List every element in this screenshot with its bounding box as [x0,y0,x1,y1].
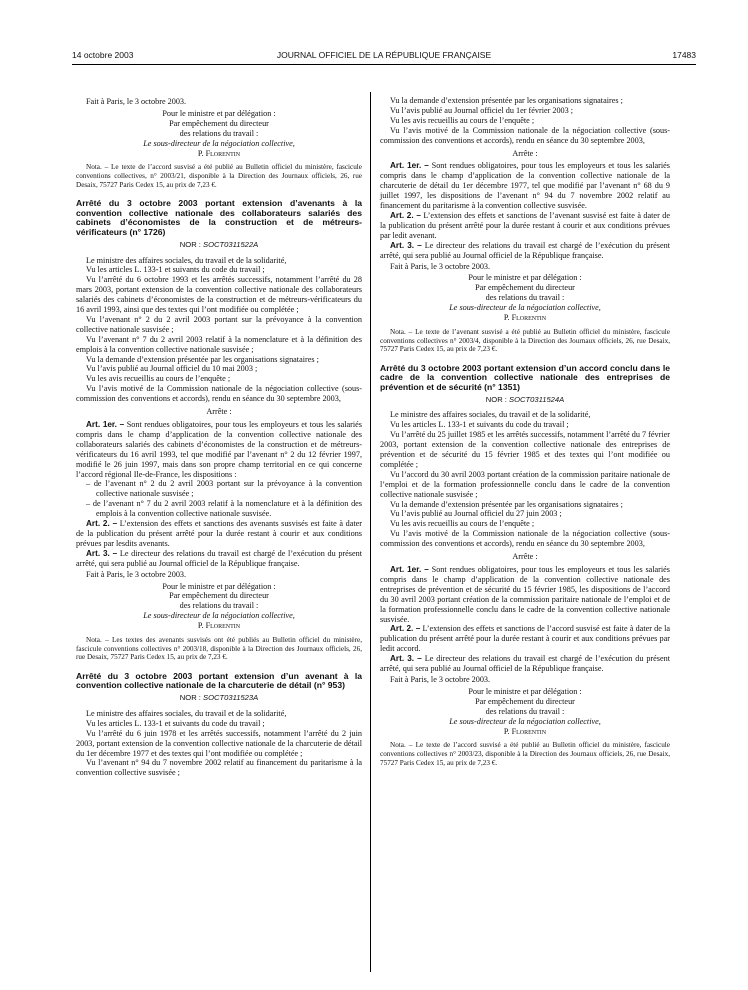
paragraph: Vu les articles L. 133-1 et suivants du code du travail ; [86,265,265,275]
nor-reference [380,395,670,405]
article-text: Sont rendues obligatoires, pour tous les employeurs et tous les salariés compris dans le champ d’application de la convention collective nationale des entreprises de prévention et de sécurité du 15 février 1985, les dispositions de l’accord du 30 avril 2003 portant création de la commission paritaire nationale de l’emploi et de la formation professionnelle conclu dans le cadre de la convention collective nationale susvisée. [380,565,670,624]
article-text: L’extension des effets et sanctions des avenants susvisés est faite à dater de la publication du présent arrêté pour la durée restant à courir et aux conditions prévues par lesdits avenants. [76,519,362,548]
paragraph: Vu l’arrêté du 25 juillet 1985 et les arrêtés successifs, notamment l’arrêté du 7 février 2003, portant extension de la convention collective nationale des entreprises de prévention et de sécurité du 15 février 1985 et des textes qui l’ont modifiée ou complétée ; [380,430,670,469]
arrete-heading: Arrête : [512,552,538,562]
header-journal-title: JOURNAL OFFICIEL DE LA RÉPUBLIQUE FRANÇAISE [276,50,492,60]
right-column [380,96,670,767]
signature-line: Par empêchement du directeur [475,283,575,293]
arrete-heading: Arrête : [512,148,538,158]
paragraph: Vu l’avis motivé de la Commission nationale de la négociation collective (sous-commission des conventions et accords), rendu en séance du 30 septembre 2003, [380,125,670,145]
signer-title: Le sous-directeur de la négociation collective, [143,611,295,621]
nota: Nota. – Le texte de l’accord susvisé a été publié au Bulletin officiel du ministère, fascicule conventions collectives n° 2003/23, disponible à la Direction des Journaux officiels, 26, rue Desaix, 75727 Paris Cedex 15, au prix de 7,23 €. [380,741,670,767]
article [76,519,362,549]
article [380,565,670,624]
paragraph: Vu les articles L. 133-1 et suivants du code du travail ; [390,420,569,430]
article-label: Art. 3. – [390,240,422,250]
paragraph: Vu l’arrêté du 6 octobre 1993 et les arrêtés successifs, notamment l’arrêté du 28 mars 2003, portant extension de la convention collective nationale des collaborateurs salariés des cabinets d’économistes de la construction et de métreurs-vérificateurs du 16 avril 1993, ainsi que des textes qui l’ont modifiée ou complétée ; [76,275,362,315]
fait-line: Fait à Paris, le 3 octobre 2003. [390,674,491,684]
paragraph: Vu les articles L. 133-1 et suivants du code du travail ; [86,718,265,728]
nota: Nota. – Le texte de l’avenant susvisé a été publié au Bulletin officiel du ministère, fascicule conventions collectives n° 2003/4, disponible à la Direction des Journaux officiels, 26, rue Desaix, 75727 Paris Cedex 15, au prix de 7,23 €. [380,327,670,354]
nota: Nota. – Le texte de l’accord susvisé a été publié au Bulletin officiel du ministère, fascicule conventions collectives, n° 2003/21, disponible à la Direction des Journaux officiels, 26, rue Desaix, 75727 Paris Cedex 15, au prix de 7,23 €. [76,163,362,189]
paragraph: Le ministre des affaires sociales, du travail et de la solidarité, [86,255,287,265]
paragraph: Vu l’avis publié au Journal officiel du 27 juin 2003 ; [390,509,562,519]
paragraph: Vu la demande d’extension présentée par les organisations signataires ; [390,96,623,105]
signer-title: Le sous-directeur de la négociation collective, [143,138,295,148]
signature-block [380,687,670,737]
signer-title: Le sous-directeur de la négociation collective, [449,716,601,726]
paragraph: Le ministre des affaires sociales, du travail et de la solidarité, [86,708,287,718]
nor-code: SOCT0311522A [203,239,259,249]
nor-code: SOCT0311524A [509,394,565,404]
header-page-number: 17483 [672,50,696,60]
signature-line: Par empêchement du directeur [475,696,575,706]
article-text: Sont rendues obligatoires, pour tous les employeurs et tous les salariés compris dans le champ d’application de la convention collective nationale des collaborateurs salariés des cabinets d’économistes de la construction et de métreurs-vérificateurs du 16 avril 1993, tel que modifié par l’avenant n° 2 du 12 février 1997, modifié le 26 juin 1997, mais dans son propre champ territorial en ce qui concerne l’accord régional Ile-de-France, les dispositions : [76,420,362,479]
signature-line: des relations du travail : [485,293,565,303]
article [380,241,670,261]
fait-line: Fait à Paris, le 3 octobre 2003. [86,569,187,579]
paragraph: Vu les avis recueillis au cours de l’enquête ; [390,115,535,125]
signer-name: P. Florentin [503,726,547,736]
article-text: L’extension des effets et sanctions de l’avenant susvisé est faite à dater de la publication du présent arrêté pour la durée restant à courir et aux conditions prévues par ledit avenant. [380,210,670,240]
paragraph: Vu la demande d’extension présentée par les organisations signataires ; [86,354,319,364]
signature-line: des relations du travail : [179,128,259,138]
paragraph: Vu l’arrêté du 6 juin 1978 et les arrêtés successifs, notamment l’arrêté du 2 juin 2003, portant extension de la convention collective nationale de la charcuterie de détail du 1er décembre 1977 et des textes qui l’ont modifiée ou complétée ; [76,728,362,758]
signature-line: Par empêchement du directeur [169,591,269,601]
paragraph: Vu les avis recueillis au cours de l’enquête ; [86,374,231,384]
nor-label: NOR : [179,693,201,702]
paragraph: Vu l’accord du 30 avril 2003 portant création de la commission paritaire nationale de l’emploi et de la formation professionnelle conclu dans le cadre de la convention collective nationale susvisée ; [380,469,670,499]
article-text: Le directeur des relations du travail est chargé de l’exécution du présent arrêté, qui sera publié au Journal officiel de la République française. [380,654,670,674]
signature-line: Pour le ministre et par délégation : [162,581,276,591]
signature-line: Pour le ministre et par délégation : [162,108,276,118]
article-label: Art. 2. – [390,624,421,634]
signature-block [76,582,362,632]
paragraph: Vu l’avenant n° 2 du 2 avril 2003 portant sur la prévoyance à la convention collective nationale susvisée ; [76,314,362,334]
signature-line: des relations du travail : [179,601,259,611]
signature-line: Par empêchement du directeur [169,118,269,128]
article-text: Sont rendues obligatoires, pour tous les employeurs et tous les salariés compris dans le champ d’application de la convention collective nationale de la charcuterie de détail du 1er décembre 1977, tel que modifié par l’avenant n° 68 du 9 juillet 1997, les dispositions de l’avenant n° 94 du 7 novembre 2002 relatif au financement du paritarisme à la convention collective susvisée. [380,161,670,211]
nor-reference [76,240,362,250]
paragraph: Vu les avis recueillis au cours de l’enquête ; [390,519,535,529]
paragraph: Vu l’avenant n° 94 du 7 novembre 2002 relatif au financement du paritarisme à la convention collective susvisée ; [76,758,362,778]
nor-label: NOR : [179,239,201,249]
nota: Nota. – Les textes des avenants susvisés ont été publiés au Bulletin officiel du ministère, fascicule conventions collectives n° 2003/18, disponible à la Direction des Journaux officiels, 26, rue Desaix, 75727 Paris Cedex 15, au prix de 7,23 €. [76,636,362,662]
header-rule [72,64,696,65]
list-item: – de l’avenant n° 2 du 2 avril 2003 portant sur la prévoyance à la convention collective nationale susvisée ; [86,479,362,499]
article-label: Art. 1er. – [390,161,429,171]
signature-line: Pour le ministre et par délégation : [468,686,582,696]
fait-line: Fait à Paris, le 3 octobre 2003. [86,97,187,106]
header-date: 14 octobre 2003 [72,50,134,60]
nor-code: SOCT0311523A [203,693,259,702]
signature-block [76,109,362,159]
article-label: Art. 2. – [86,519,118,529]
list-item: – de l’avenant n° 7 du 2 avril 2003 relatif à la nomenclature et à la définition des emplois à la convention collective nationale susvisée. [86,499,362,519]
paragraph: Vu l’avis publié au Journal officiel du 1er février 2003 ; [390,105,574,115]
arrete-title: Arrêté du 3 octobre 2003 portant extension d’avenants à la convention collective nationale des collaborateurs salariés des cabinets d’économistes de la construction et de métreurs-vérificateurs (n° 1726) [76,198,362,237]
arrete-heading: Arrête : [206,407,232,417]
signature-block [380,273,670,323]
signature-line: des relations du travail : [485,706,565,716]
arrete-title: Arrêté du 3 octobre 2003 portant extension d’un accord conclu dans le cadre de la convention collective nationale des entreprises de prévention et de sécurité (n° 1351) [380,362,670,392]
page-header [72,50,696,64]
column-divider [370,92,371,972]
paragraph: Vu l’avis motivé de la Commission nationale de la négociation collective (sous-commission des conventions et accords), rendu en séance du 30 septembre 2003, [380,529,670,549]
paragraph: Vu l’avis publié au Journal officiel du 10 mai 2003 ; [86,364,258,374]
paragraph: Vu la demande d’extension présentée par les organisations signataires ; [390,499,623,509]
article-label: Art. 1er. – [390,565,429,574]
article [76,549,362,569]
signature-line: Pour le ministre et par délégation : [468,273,582,283]
nor-reference [76,693,362,703]
article [380,654,670,674]
nor-label: NOR : [485,394,507,404]
article-label: Art. 1er. – [86,420,125,429]
article [380,624,670,654]
arrete-title: Arrêté du 3 octobre 2003 portant extension d’un avenant à la convention collective nationale de la charcuterie de détail (n° 953) [76,670,362,691]
article-label: Art. 3. – [86,548,118,558]
article-text: L’extension des effets et sanctions de l’accord susvisé est faite à dater de la publication du présent arrêté pour la durée restant à courir et aux conditions prévues par ledit accord. [380,624,670,654]
article [380,211,670,241]
signer-title: Le sous-directeur de la négociation collective, [449,303,601,313]
article-label: Art. 2. – [390,210,421,220]
article [76,420,362,479]
fait-line: Fait à Paris, le 3 octobre 2003. [390,261,491,271]
article-text: Le directeur des relations du travail est chargé de l’exécution du présent arrêté, qui sera publié au Journal officiel de la République française. [380,240,670,260]
article [380,161,670,211]
article-text: Le directeur des relations du travail est chargé de l’exécution du présent arrêté, qui sera publié au Journal officiel de la République française. [76,548,362,568]
paragraph: Vu l’avenant n° 7 du 2 avril 2003 relatif à la nomenclature et à la définition des emplois à la convention collective nationale susvisée ; [76,334,362,354]
signer-name: P. Florentin [197,621,241,631]
paragraph: Vu l’avis motivé de la Commission nationale de la négociation collective (sous-commission des conventions et accords), rendu en séance du 30 septembre 2003, [76,384,362,404]
article-label: Art. 3. – [390,654,422,664]
paragraph: Le ministre des affaires sociales, du travail et de la solidarité, [390,410,591,420]
left-column [76,96,362,778]
signer-name: P. Florentin [503,313,547,323]
signer-name: P. Florentin [197,148,241,158]
